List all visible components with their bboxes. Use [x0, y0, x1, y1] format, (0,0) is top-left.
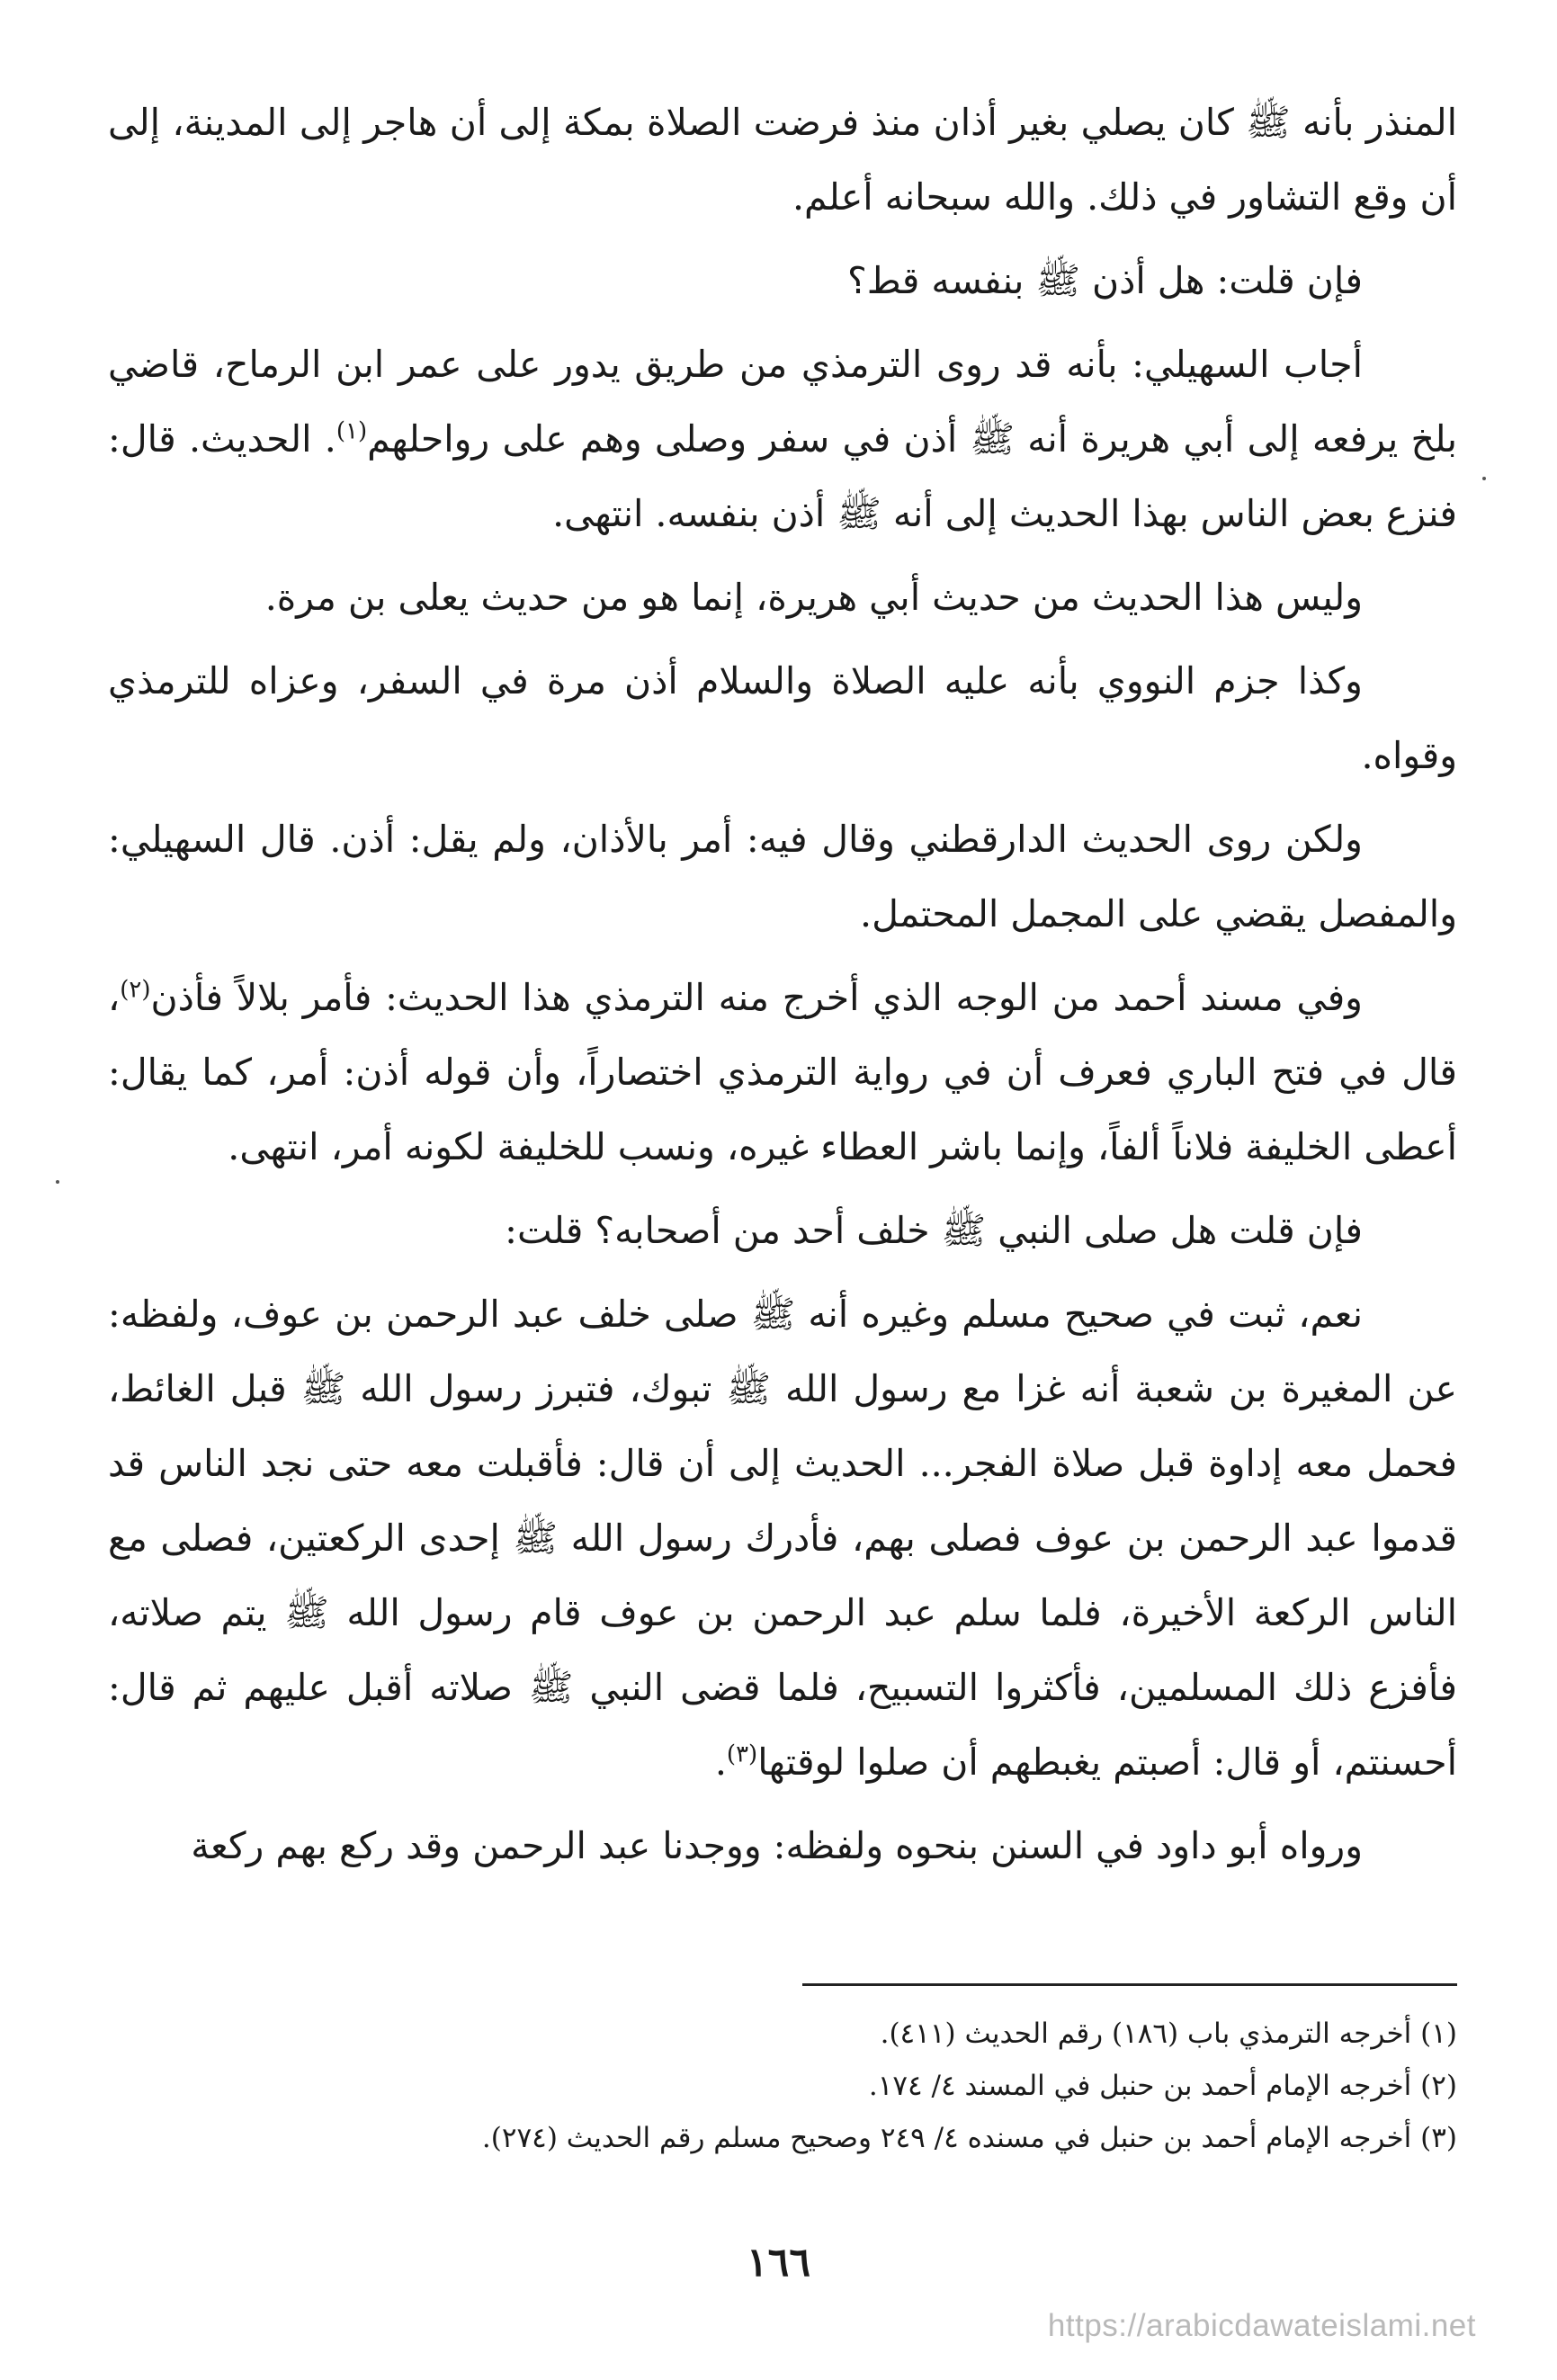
- paragraph-7-tail: ، قال في فتح الباري فعرف أن في رواية الترمذي اختصاراً، وأن قوله أذن: أمر، كما يقال: أعطى الخليفة فلاناً ألفاً، وإنما باشر العطاء غيره، ونسب للخليفة لكونه أمر، انتهى.: [108, 976, 1457, 1168]
- footnote-1: (١) أخرجه الترمذي باب (١٨٦) رقم الحديث (٤١١).: [880, 2018, 1457, 2050]
- watermark-url[interactable]: https://arabicdawateislami.net: [1047, 2308, 1476, 2343]
- footnote-3: (٣) أخرجه الإمام أحمد بن حنبل في مسنده ٤/ ٢٤٩ وصحيح مسلم رقم الحديث (٢٧٤).: [481, 2122, 1457, 2154]
- footnote-ref-3[interactable]: (٣): [726, 1740, 758, 1768]
- paragraph-3-tail: . الحديث. قال: فنزع بعض الناس بهذا الحديث إلى أنه ﷺ أذن بنفسه. انتهى.: [108, 417, 1457, 535]
- paragraph-9-tail: .: [714, 1740, 727, 1784]
- footnote-separator: [802, 1983, 1457, 1986]
- page-number: ١٦٦: [747, 2240, 810, 2286]
- paragraph-10: ورواه أبو داود في السنن بنحوه ولفظه: ووجدنا عبد الرحمن وقد ركع بهم ركعة: [191, 1824, 1363, 1867]
- main-text: [108, 85, 1457, 1892]
- scan-speck: [1482, 477, 1486, 480]
- scan-speck: [56, 1180, 59, 1184]
- paragraph-3-text: أجاب السهيلي: بأنه قد روى الترمذي من طريق يدور على عمر ابن الرماح، قاضي بلخ يرفعه إلى أبي هريرة أنه ﷺ أذن في سفر وصلى وهم على رواحلهم: [108, 343, 1457, 461]
- paragraph-8: فإن قلت هل صلى النبي ﷺ خلف أحد من أصحابه؟ قلت:: [505, 1209, 1363, 1252]
- paragraph-2: فإن قلت: هل أذن ﷺ بنفسه قط؟: [847, 259, 1363, 302]
- footnotes: [108, 2008, 1457, 2164]
- paragraph-9: [108, 1277, 1457, 1800]
- footnote-2: (٢) أخرجه الإمام أحمد بن حنبل في المسند ٤/ ١٧٤.: [868, 2070, 1457, 2102]
- footnote-ref-1[interactable]: (١): [336, 417, 368, 445]
- paragraph-5: وكذا جزم النووي بأنه عليه الصلاة والسلام أذن مرة في السفر، وعزاه للترمذي وقواه.: [108, 659, 1457, 777]
- footnote-ref-2[interactable]: (٢): [120, 976, 151, 1004]
- paragraph-1: [108, 85, 1457, 235]
- paragraph-7-text: وفي مسند أحمد من الوجه الذي أخرج منه الترمذي هذا الحديث: فأمر بلالاً فأذن: [150, 976, 1363, 1019]
- paragraph-9-text: نعم، ثبت في صحيح مسلم وغيره أنه ﷺ صلى خلف عبد الرحمن بن عوف، ولفظه: عن المغيرة بن شعبة أنه غزا مع رسول الله ﷺ تبوك، فتبرز رسول الله ﷺ قبل الغائط، فحمل معه إداوة قبل صلاة الفجر... الحديث إلى أن قال: فأقبلت معه حتى نجد الناس قد قدموا عبد الرحمن بن عوف فصلى بهم، فأدرك رسول الله ﷺ إحدى الركعتين، فصلى مع الناس الركعة الأخيرة، فلما سلم عبد الرحمن بن عوف قام رسول الله ﷺ يتم صلاته، فأفزع ذلك المسلمين، فأكثروا التسبيح، فلما قضى النبي ﷺ صلاته أقبل عليهم ثم قال: أحسنتم، أو قال: أصبتم يغبطهم أن صلوا لوقتها: [108, 1293, 1457, 1784]
- paragraph-4: وليس هذا الحديث من حديث أبي هريرة، إنما هو من حديث يعلى بن مرة.: [264, 576, 1363, 619]
- paragraph-1-line-2: إلى أن وقع التشاور في ذلك. والله سبحانه أعلم.: [108, 101, 1457, 219]
- paragraph-7: [108, 961, 1457, 1185]
- paragraph-3: [108, 327, 1457, 551]
- paragraph-6: ولكن روى الحديث الدارقطني وقال فيه: أمر بالأذان، ولم يقل: أذن. قال السهيلي: والمفصل يقضي على المجمل المحتمل.: [108, 818, 1457, 935]
- paragraph-1-line-1: المنذر بأنه ﷺ كان يصلي بغير أذان منذ فرضت الصلاة بمكة إلى أن هاجر إلى المدينة،: [172, 101, 1457, 144]
